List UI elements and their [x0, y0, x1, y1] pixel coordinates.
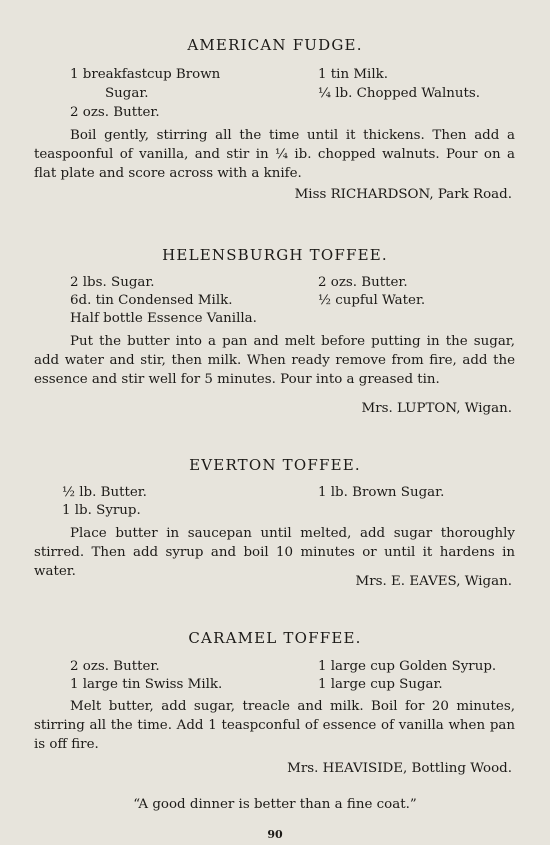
- ingredient: Sugar.: [105, 86, 149, 101]
- ingredient: 2 lbs. Sugar.: [70, 275, 155, 290]
- ingredient: 1 tin Milk.: [318, 67, 388, 82]
- ingredient: 1 large cup Golden Syrup.: [318, 659, 497, 674]
- author-credit: Mrs. E. EAVES, Wigan.: [355, 574, 512, 589]
- page-number: 90: [267, 828, 283, 841]
- recipe-title: HELENSBURGH TOFFEE.: [162, 246, 388, 264]
- ingredient: 2 ozs. Butter.: [70, 105, 160, 120]
- ingredient: ½ lb. Butter.: [62, 485, 147, 500]
- ingredient: 1 breakfastcup Brown: [70, 67, 221, 82]
- ingredient: 1 large cup Sugar.: [318, 677, 443, 692]
- ingredient: 2 ozs. Butter.: [318, 275, 408, 290]
- ingredient: 6d. tin Condensed Milk.: [70, 293, 233, 308]
- method-text: Put the butter into a pan and melt before putting in the sugar, add water and stir, then milk. When ready remove from fire, add the essence and stir well for 5 minutes. Pour into a greased tin.: [34, 334, 515, 387]
- ingredient: Half bottle Essence Vanilla.: [70, 311, 257, 326]
- author-credit: Mrs. HEAVISIDE, Bottling Wood.: [287, 761, 512, 776]
- ingredient: ¼ lb. Chopped Walnuts.: [318, 86, 481, 101]
- recipe-title: CARAMEL TOFFEE.: [188, 629, 362, 647]
- author-credit: Mrs. LUPTON, Wigan.: [361, 401, 512, 416]
- recipe-title: EVERTON TOFFEE.: [189, 456, 361, 474]
- ingredient: 2 ozs. Butter.: [70, 659, 160, 674]
- ingredient: ½ cupful Water.: [318, 293, 426, 308]
- method-text: Place butter in saucepan until melted, add sugar thoroughly stirred. Then add syrup and boil 10 minutes or until it hardens in water.: [34, 526, 515, 579]
- ingredient: 1 lb. Brown Sugar.: [318, 485, 445, 500]
- motto-quote: “A good dinner is better than a fine coat.”: [133, 797, 417, 812]
- author-credit: Miss RICHARDSON, Park Road.: [294, 187, 512, 202]
- method-text: Boil gently, stirring all the time until it thickens. Then add a teaspoonful of vanilla, and stir in ¼ ib. chopped walnuts. Pour on a flat plate and score across with a knife.: [34, 128, 515, 181]
- method-text: Melt butter, add sugar, treacle and milk. Boil for 20 minutes, stirring all the time. Add 1 teaspconful of essence of vanilla when pan is off fire.: [34, 699, 515, 752]
- ingredient: 1 large tin Swiss Milk.: [70, 677, 223, 692]
- ingredient: 1 lb. Syrup.: [62, 503, 141, 518]
- recipe-title: AMERICAN FUDGE.: [187, 36, 363, 54]
